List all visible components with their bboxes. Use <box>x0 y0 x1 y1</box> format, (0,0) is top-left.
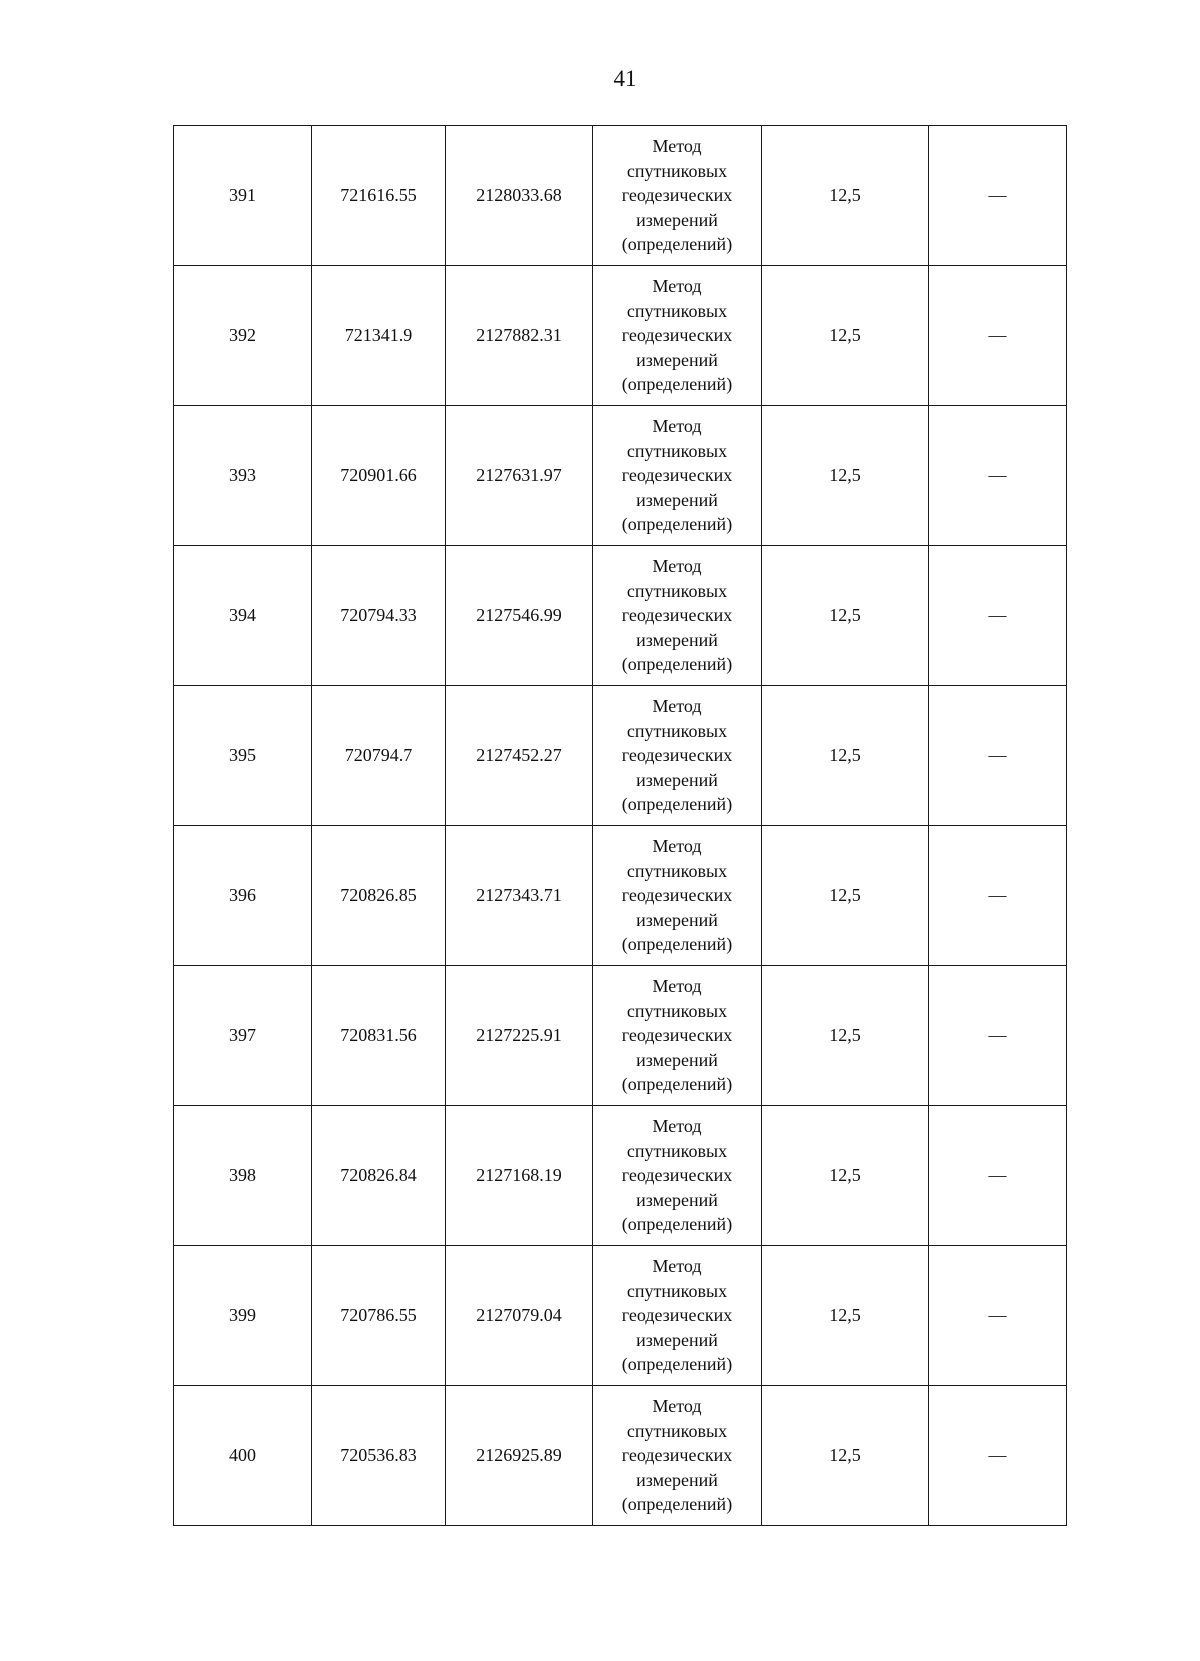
x-coordinate-cell: 720794.33 <box>312 546 446 686</box>
point-number-cell: 391 <box>174 126 312 266</box>
description-cell: — <box>929 686 1067 826</box>
method-line: измерений <box>636 1469 718 1490</box>
method-line: (определений) <box>621 934 733 955</box>
y-coordinate-cell: 2127882.31 <box>446 266 593 406</box>
accuracy-cell: 12,5 <box>762 686 929 826</box>
method-line: геодезических <box>621 1165 733 1186</box>
x-coordinate-cell: 720831.56 <box>312 966 446 1106</box>
description-cell: — <box>929 406 1067 546</box>
method-line: измерений <box>636 349 718 370</box>
accuracy-cell: 12,5 <box>762 406 929 546</box>
y-coordinate-cell: 2127168.19 <box>446 1106 593 1246</box>
method-line: измерений <box>636 1329 718 1350</box>
method-line: спутниковых <box>626 300 728 321</box>
point-number-cell: 397 <box>174 966 312 1106</box>
x-coordinate-cell: 721341.9 <box>312 266 446 406</box>
method-line: геодезических <box>621 185 733 206</box>
point-number-cell: 395 <box>174 686 312 826</box>
method-line: Метод <box>652 556 702 577</box>
method-line: Метод <box>652 696 702 717</box>
method-cell <box>593 266 762 406</box>
method-line: Метод <box>652 416 702 437</box>
table-row <box>174 1246 1067 1386</box>
method-line: измерений <box>636 629 718 650</box>
description-cell: — <box>929 826 1067 966</box>
method-line: (определений) <box>621 794 733 815</box>
point-number-cell: 398 <box>174 1106 312 1246</box>
point-number-cell: 399 <box>174 1246 312 1386</box>
method-cell <box>593 546 762 686</box>
method-line: спутниковых <box>626 580 728 601</box>
description-cell: — <box>929 1106 1067 1246</box>
method-cell <box>593 1386 762 1526</box>
method-line: (определений) <box>621 514 733 535</box>
y-coordinate-cell: 2126925.89 <box>446 1386 593 1526</box>
method-line: Метод <box>652 1396 702 1417</box>
description-cell: — <box>929 546 1067 686</box>
method-line: (определений) <box>621 1354 733 1375</box>
method-cell <box>593 126 762 266</box>
method-cell <box>593 826 762 966</box>
table-row <box>174 406 1067 546</box>
x-coordinate-cell: 720901.66 <box>312 406 446 546</box>
method-line: (определений) <box>621 234 733 255</box>
method-line: спутниковых <box>626 440 728 461</box>
x-coordinate-cell: 720794.7 <box>312 686 446 826</box>
method-line: спутниковых <box>626 1000 728 1021</box>
table-row <box>174 966 1067 1106</box>
method-line: Метод <box>652 276 702 297</box>
method-line: спутниковых <box>626 1280 728 1301</box>
method-line: геодезических <box>621 885 733 906</box>
method-line: спутниковых <box>626 160 728 181</box>
accuracy-cell: 12,5 <box>762 266 929 406</box>
point-number-cell: 394 <box>174 546 312 686</box>
method-line: измерений <box>636 769 718 790</box>
method-line: геодезических <box>621 325 733 346</box>
y-coordinate-cell: 2127079.04 <box>446 1246 593 1386</box>
method-cell <box>593 406 762 546</box>
x-coordinate-cell: 720786.55 <box>312 1246 446 1386</box>
accuracy-cell: 12,5 <box>762 966 929 1106</box>
method-line: геодезических <box>621 1305 733 1326</box>
accuracy-cell: 12,5 <box>762 546 929 686</box>
method-cell <box>593 966 762 1106</box>
method-line: спутниковых <box>626 720 728 741</box>
accuracy-cell: 12,5 <box>762 1386 929 1526</box>
method-cell <box>593 686 762 826</box>
point-number-cell: 400 <box>174 1386 312 1526</box>
method-line: измерений <box>636 1049 718 1070</box>
method-line: Метод <box>652 1256 702 1277</box>
table-row <box>174 826 1067 966</box>
accuracy-cell: 12,5 <box>762 1106 929 1246</box>
method-line: Метод <box>652 136 702 157</box>
table-row <box>174 546 1067 686</box>
coordinates-table <box>173 125 1067 1526</box>
method-line: измерений <box>636 489 718 510</box>
method-line: (определений) <box>621 654 733 675</box>
x-coordinate-cell: 720826.85 <box>312 826 446 966</box>
y-coordinate-cell: 2127631.97 <box>446 406 593 546</box>
point-number-cell: 392 <box>174 266 312 406</box>
y-coordinate-cell: 2127225.91 <box>446 966 593 1106</box>
description-cell: — <box>929 1246 1067 1386</box>
method-line: геодезических <box>621 605 733 626</box>
accuracy-cell: 12,5 <box>762 126 929 266</box>
method-line: геодезических <box>621 1025 733 1046</box>
table-row <box>174 126 1067 266</box>
method-line: (определений) <box>621 1214 733 1235</box>
description-cell: — <box>929 966 1067 1106</box>
method-cell <box>593 1246 762 1386</box>
table-row <box>174 1106 1067 1246</box>
method-line: (определений) <box>621 374 733 395</box>
table-row <box>174 686 1067 826</box>
description-cell: — <box>929 126 1067 266</box>
method-line: измерений <box>636 1189 718 1210</box>
y-coordinate-cell: 2128033.68 <box>446 126 593 266</box>
y-coordinate-cell: 2127452.27 <box>446 686 593 826</box>
y-coordinate-cell: 2127546.99 <box>446 546 593 686</box>
y-coordinate-cell: 2127343.71 <box>446 826 593 966</box>
x-coordinate-cell: 720536.83 <box>312 1386 446 1526</box>
method-line: измерений <box>636 209 718 230</box>
page-number: 41 <box>613 66 637 91</box>
coordinates-table-body <box>174 126 1067 1526</box>
method-line: геодезических <box>621 745 733 766</box>
method-cell <box>593 1106 762 1246</box>
method-line: измерений <box>636 909 718 930</box>
x-coordinate-cell: 721616.55 <box>312 126 446 266</box>
method-line: Метод <box>652 976 702 997</box>
method-line: Метод <box>652 836 702 857</box>
method-line: спутниковых <box>626 1420 728 1441</box>
x-coordinate-cell: 720826.84 <box>312 1106 446 1246</box>
point-number-cell: 393 <box>174 406 312 546</box>
method-line: спутниковых <box>626 1140 728 1161</box>
method-line: Метод <box>652 1116 702 1137</box>
description-cell: — <box>929 266 1067 406</box>
accuracy-cell: 12,5 <box>762 1246 929 1386</box>
method-line: (определений) <box>621 1494 733 1515</box>
description-cell: — <box>929 1386 1067 1526</box>
point-number-cell: 396 <box>174 826 312 966</box>
method-line: геодезических <box>621 465 733 486</box>
method-line: геодезических <box>621 1445 733 1466</box>
accuracy-cell: 12,5 <box>762 826 929 966</box>
method-line: (определений) <box>621 1074 733 1095</box>
table-row <box>174 1386 1067 1526</box>
method-line: спутниковых <box>626 860 728 881</box>
table-row <box>174 266 1067 406</box>
